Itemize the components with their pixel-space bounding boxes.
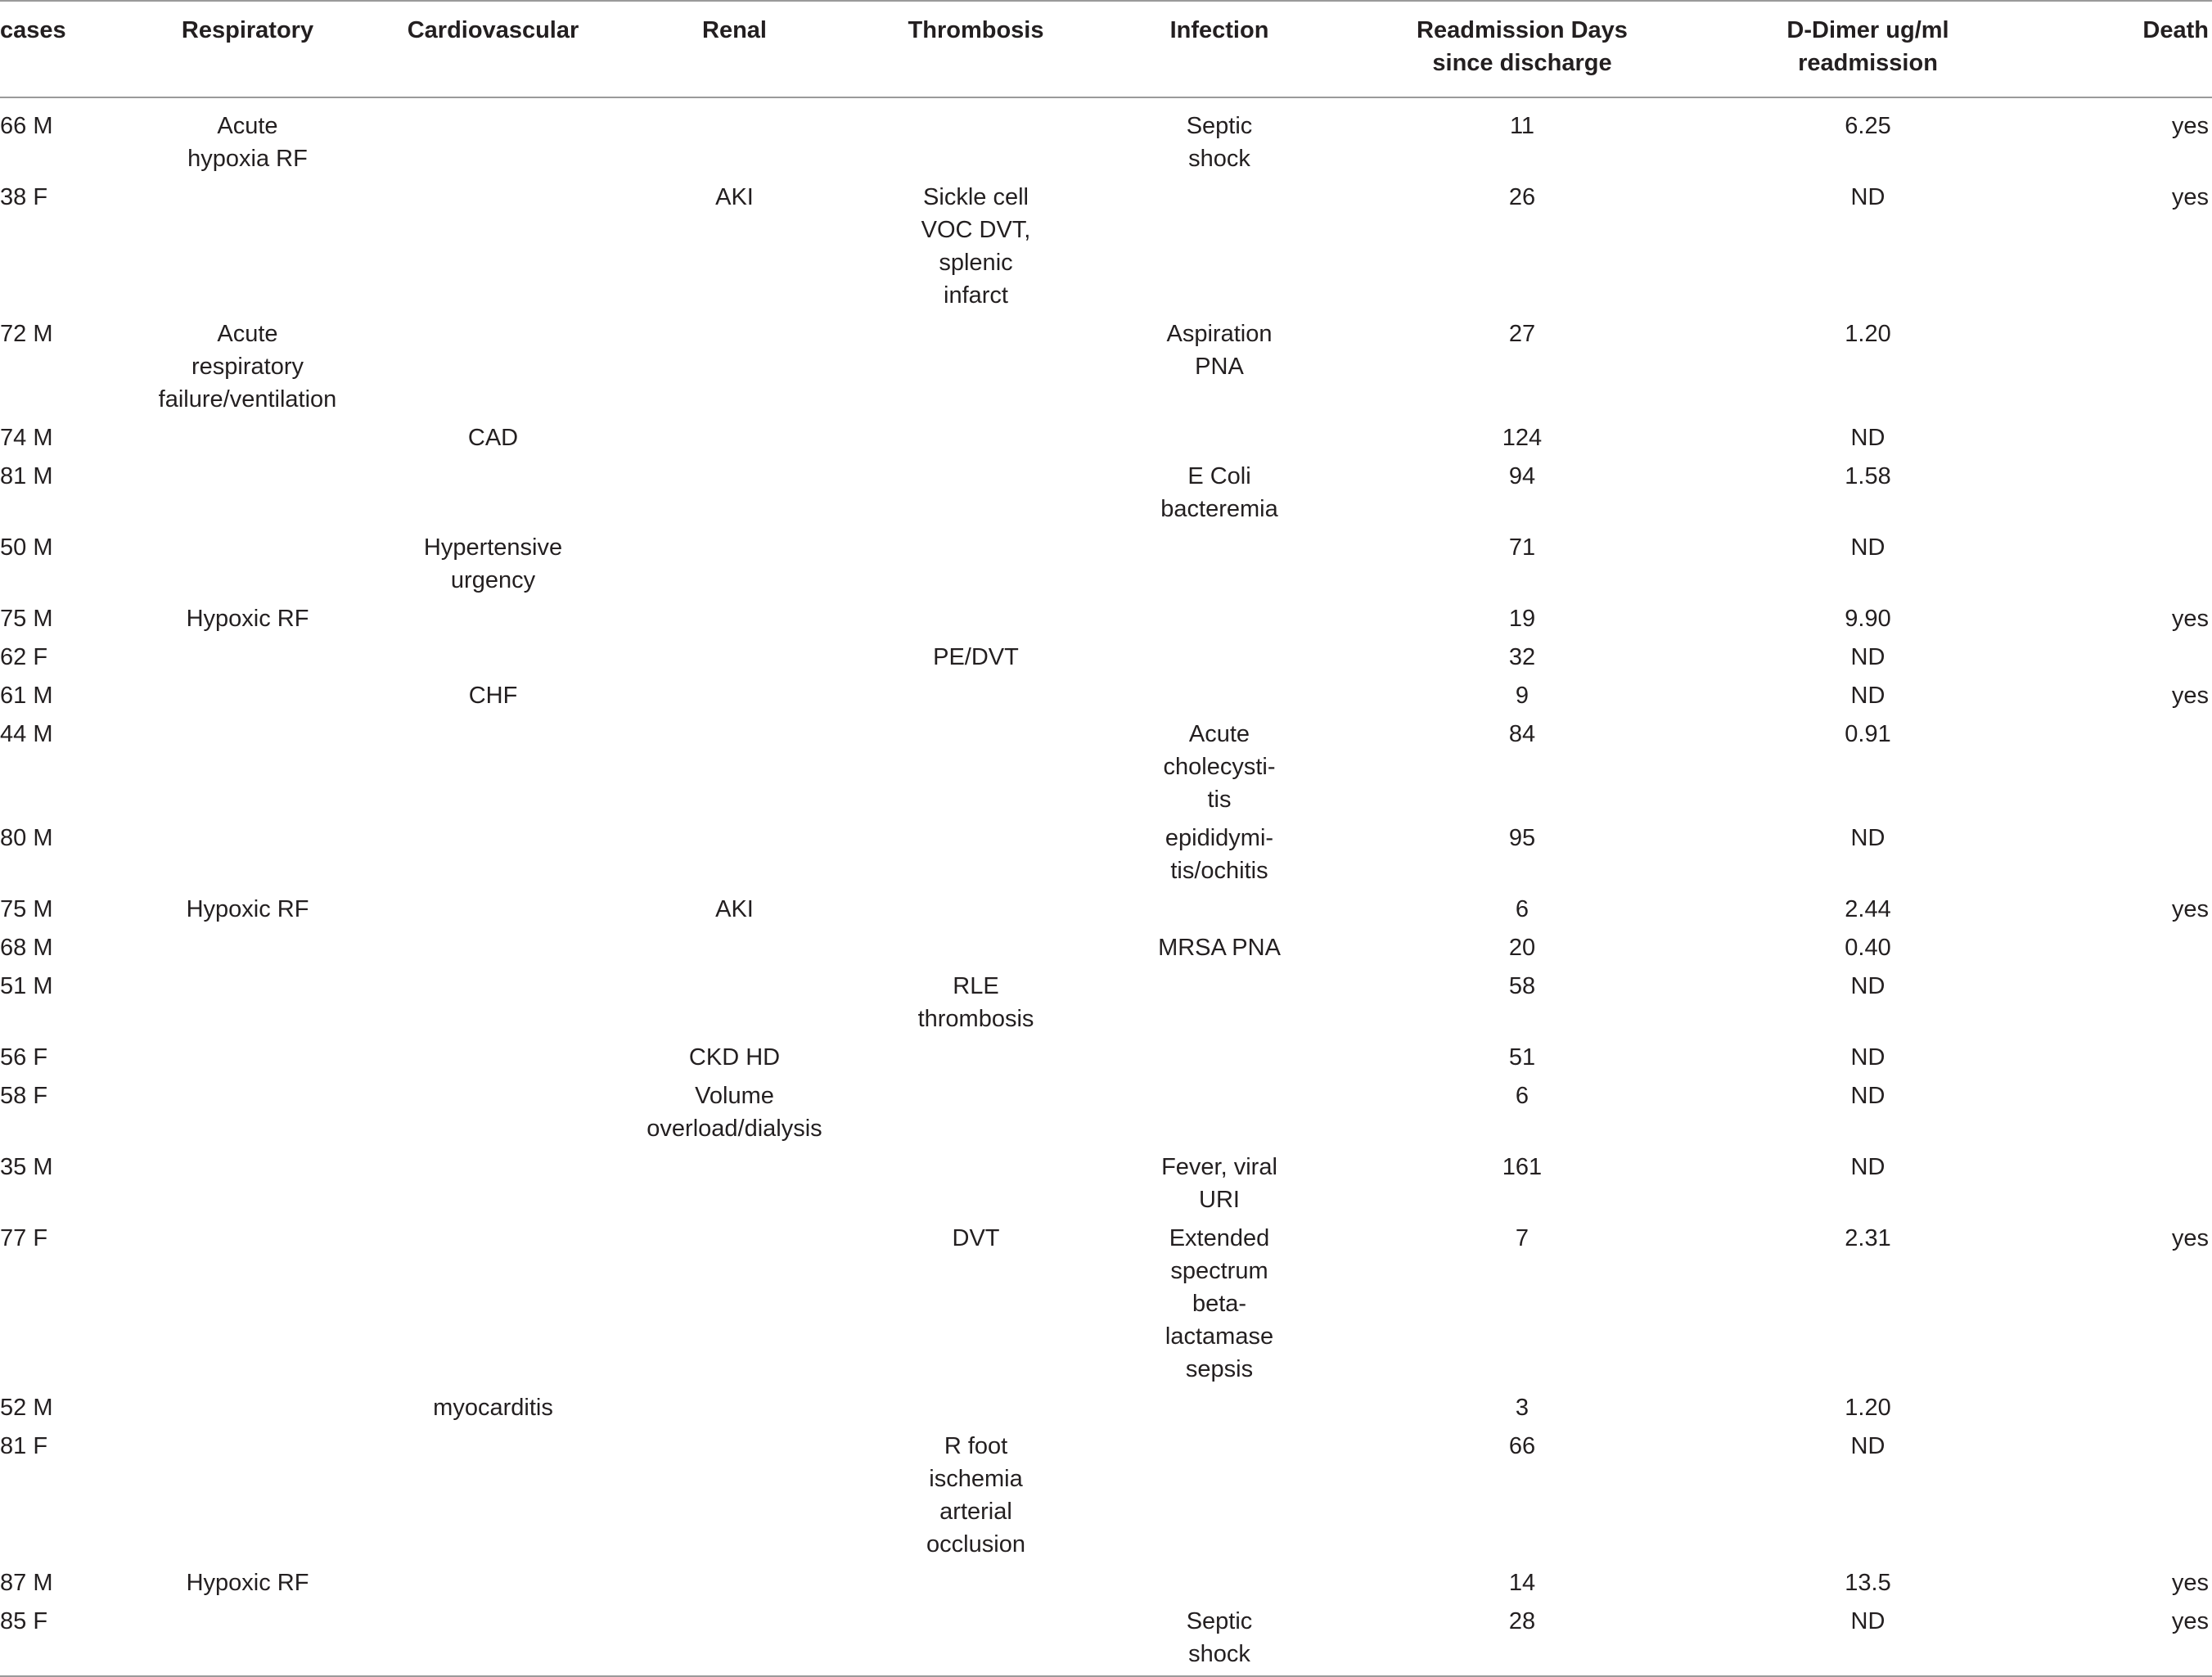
cell-infection: Extended spectrum beta- lactamase sepsis — [1165, 1225, 1274, 1382]
cell-thrombosis — [835, 1035, 1117, 1074]
cell-death — [2013, 964, 2212, 1035]
cell-cases: 75 M — [0, 896, 53, 922]
column-header-label: Thrombosis — [908, 17, 1044, 43]
cell-cases: 38 F — [0, 184, 48, 210]
cell-cases: 74 M — [0, 425, 53, 451]
cell-readmission-days: 71 — [1508, 534, 1536, 561]
cell-readmission-days: 51 — [1508, 1044, 1536, 1071]
cell-d-dimer: 1.20 — [1845, 321, 1891, 347]
table-row — [0, 926, 2212, 964]
cell-cases: 87 M — [0, 1570, 53, 1596]
cell-respiratory — [143, 416, 352, 454]
cell-cases: 52 M — [0, 1395, 53, 1421]
cell-renal — [634, 964, 835, 1035]
column-header-label: Respiratory — [181, 17, 314, 43]
cell-cases: 66 M — [0, 113, 53, 139]
table-row — [0, 175, 2212, 312]
cell-readmission-days: 66 — [1508, 1433, 1536, 1459]
table-row — [0, 97, 2212, 175]
cell-thrombosis — [835, 597, 1117, 635]
cell-readmission-days: 6 — [1515, 1083, 1529, 1109]
cell-d-dimer: ND — [1850, 1083, 1885, 1109]
cell-death: yes — [2171, 896, 2209, 922]
cell-renal: Volume overload/dialysis — [646, 1083, 822, 1142]
cell-respiratory — [143, 1035, 352, 1074]
cell-cases: 80 M — [0, 825, 53, 851]
table-header-row — [0, 1, 2212, 97]
cell-death — [2013, 416, 2212, 454]
cell-death — [2013, 1424, 2212, 1561]
cell-d-dimer: ND — [1723, 1599, 2013, 1676]
cell-thrombosis — [835, 816, 1117, 887]
cell-thrombosis — [835, 887, 1117, 926]
cell-infection: Aspiration PNA — [1166, 321, 1273, 380]
cell-respiratory — [143, 1074, 352, 1145]
cell-renal — [634, 416, 835, 454]
cell-respiratory — [143, 454, 352, 525]
cell-renal — [634, 97, 835, 175]
table-row — [0, 1599, 2212, 1676]
cell-death — [2013, 816, 2212, 887]
table-row — [0, 1424, 2212, 1561]
cell-respiratory — [143, 1216, 352, 1386]
cell-cases: 72 M — [0, 321, 53, 347]
cell-death: yes — [2171, 1225, 2209, 1251]
cell-infection — [1117, 1561, 1322, 1599]
cell-readmission-days: 28 — [1322, 1599, 1723, 1676]
cell-thrombosis: RLE thrombosis — [917, 973, 1034, 1032]
cell-death — [2013, 712, 2212, 816]
cell-d-dimer: ND — [1850, 184, 1885, 210]
cell-thrombosis — [835, 312, 1117, 416]
cell-cardiovascular — [352, 1074, 634, 1145]
cell-infection: Septic shock — [1117, 1599, 1322, 1676]
cell-infection: Acute cholecysti- tis — [1163, 721, 1276, 813]
cell-cardiovascular — [352, 175, 634, 312]
column-header-label: D-Dimer ug/ml readmission — [1786, 17, 1949, 76]
cell-respiratory — [143, 175, 352, 312]
cell-cases: 81 M — [0, 463, 53, 489]
cell-death: yes — [2171, 113, 2209, 139]
cell-death: yes — [2171, 683, 2209, 709]
cell-infection: Fever, viral URI — [1161, 1154, 1277, 1213]
column-header-renal — [634, 1, 835, 97]
column-header-death — [2013, 1, 2212, 97]
cell-infection — [1117, 1074, 1322, 1145]
cell-readmission-days: 95 — [1508, 825, 1536, 851]
cell-d-dimer: ND — [1850, 534, 1885, 561]
cell-cardiovascular — [352, 1145, 634, 1216]
cell-respiratory — [143, 926, 352, 964]
cell-renal — [634, 816, 835, 887]
cell-infection: Septic shock — [1186, 113, 1253, 172]
cell-readmission-days: 14 — [1508, 1570, 1536, 1596]
cell-cardiovascular: myocarditis — [433, 1395, 553, 1421]
cell-cardiovascular — [352, 887, 634, 926]
cell-d-dimer: ND — [1850, 683, 1885, 709]
cell-readmission-days: 6 — [1515, 896, 1529, 922]
column-header-readmission-days — [1322, 1, 1723, 97]
cell-readmission-days: 32 — [1508, 644, 1536, 670]
cell-readmission-days: 20 — [1508, 935, 1536, 961]
cell-readmission-days: 124 — [1502, 425, 1543, 451]
cell-cardiovascular — [352, 597, 634, 635]
cell-renal — [634, 635, 835, 674]
cell-respiratory — [143, 816, 352, 887]
column-header-label: cases — [0, 17, 66, 43]
cell-cases: 85 F — [0, 1599, 143, 1676]
cell-thrombosis — [835, 1145, 1117, 1216]
cell-thrombosis: DVT — [952, 1225, 1000, 1251]
table-row — [0, 416, 2212, 454]
cell-respiratory — [143, 1386, 352, 1424]
cell-cases: 58 F — [0, 1083, 48, 1109]
cell-renal — [634, 1145, 835, 1216]
column-header-label: Renal — [702, 17, 767, 43]
cell-infection — [1117, 1035, 1322, 1074]
cell-thrombosis — [835, 97, 1117, 175]
table-row — [0, 964, 2212, 1035]
cell-death — [2013, 1035, 2212, 1074]
cell-d-dimer: 9.90 — [1845, 606, 1891, 632]
cell-infection — [1117, 416, 1322, 454]
cell-thrombosis: Sickle cell VOC DVT, splenic infarct — [921, 184, 1031, 309]
cell-renal — [634, 1424, 835, 1561]
cell-thrombosis — [835, 926, 1117, 964]
table-row — [0, 1386, 2212, 1424]
column-header-infection — [1117, 1, 1322, 97]
cell-cases: 35 M — [0, 1154, 53, 1180]
cell-readmission-days: 161 — [1502, 1154, 1543, 1180]
cell-death: yes — [2171, 184, 2209, 210]
cell-respiratory: Acute respiratory failure/ventilation — [158, 321, 337, 412]
cell-cardiovascular — [352, 926, 634, 964]
cell-death — [2013, 926, 2212, 964]
cell-d-dimer: ND — [1850, 1433, 1885, 1459]
table-row — [0, 816, 2212, 887]
cell-renal — [634, 597, 835, 635]
cell-readmission-days: 84 — [1508, 721, 1536, 747]
cell-renal — [634, 926, 835, 964]
cell-renal: CKD HD — [688, 1044, 781, 1071]
cell-cardiovascular: CHF — [468, 683, 518, 709]
table-body — [0, 97, 2212, 1676]
cell-renal: AKI — [715, 896, 754, 922]
cell-d-dimer: 0.40 — [1845, 935, 1891, 961]
table-row — [0, 1216, 2212, 1386]
cell-cardiovascular — [352, 712, 634, 816]
cell-cardiovascular — [352, 97, 634, 175]
cell-d-dimer: ND — [1850, 644, 1885, 670]
cell-readmission-days: 3 — [1515, 1395, 1529, 1421]
cell-respiratory — [143, 1145, 352, 1216]
cell-d-dimer: 2.31 — [1845, 1225, 1891, 1251]
cell-death — [2013, 1386, 2212, 1424]
table-row — [0, 312, 2212, 416]
cell-readmission-days: 27 — [1508, 321, 1536, 347]
cell-cardiovascular: CAD — [467, 425, 519, 451]
cell-renal — [634, 1599, 835, 1676]
table-row — [0, 674, 2212, 712]
column-header-label: Infection — [1169, 17, 1269, 43]
cell-death: yes — [2171, 606, 2209, 632]
table-row — [0, 525, 2212, 597]
cell-death — [2013, 525, 2212, 597]
cell-respiratory — [143, 674, 352, 712]
cell-cases: 77 F — [0, 1225, 48, 1251]
cell-death — [2013, 1074, 2212, 1145]
cell-infection — [1117, 1424, 1322, 1561]
cell-cardiovascular — [352, 454, 634, 525]
column-header-respiratory — [143, 1, 352, 97]
cell-infection — [1117, 525, 1322, 597]
cell-readmission-days: 58 — [1508, 973, 1536, 999]
cell-renal — [634, 674, 835, 712]
table-row — [0, 597, 2212, 635]
cell-infection — [1117, 175, 1322, 312]
cell-cardiovascular — [352, 1424, 634, 1561]
cell-respiratory: Hypoxic RF — [186, 606, 309, 632]
cell-death: yes — [2013, 1599, 2212, 1676]
table-row — [0, 1035, 2212, 1074]
cell-infection — [1117, 597, 1322, 635]
cell-respiratory — [143, 1424, 352, 1561]
cell-d-dimer: 6.25 — [1845, 113, 1891, 139]
table-row — [0, 1074, 2212, 1145]
cell-readmission-days: 26 — [1508, 184, 1536, 210]
cell-d-dimer: ND — [1850, 973, 1885, 999]
cell-readmission-days: 9 — [1515, 683, 1529, 709]
cell-thrombosis — [835, 525, 1117, 597]
column-header-cases — [0, 1, 143, 97]
cell-cardiovascular — [352, 1599, 634, 1676]
cell-cardiovascular — [352, 312, 634, 416]
cell-thrombosis: PE/DVT — [933, 644, 1019, 670]
column-header-label: Death — [2142, 17, 2209, 43]
cell-thrombosis — [835, 416, 1117, 454]
cell-cardiovascular — [352, 1216, 634, 1386]
cell-readmission-days: 94 — [1508, 463, 1536, 489]
cell-cases: 50 M — [0, 534, 53, 561]
cell-d-dimer: 1.58 — [1845, 463, 1891, 489]
cell-d-dimer: ND — [1850, 425, 1885, 451]
cell-thrombosis — [835, 1599, 1117, 1676]
cell-cases: 62 F — [0, 644, 48, 670]
table-row — [0, 1561, 2212, 1599]
cell-thrombosis — [835, 712, 1117, 816]
cell-death — [2013, 454, 2212, 525]
table-row — [0, 887, 2212, 926]
cell-cardiovascular — [352, 635, 634, 674]
cell-respiratory — [143, 635, 352, 674]
cell-cases: 75 M — [0, 606, 53, 632]
cell-renal — [634, 1386, 835, 1424]
table-row — [0, 1145, 2212, 1216]
cell-thrombosis — [835, 1386, 1117, 1424]
cell-cardiovascular — [352, 1561, 634, 1599]
cell-cases: 44 M — [0, 721, 53, 747]
cell-d-dimer: ND — [1850, 1044, 1885, 1071]
cell-cases: 61 M — [0, 683, 53, 709]
cell-infection — [1117, 674, 1322, 712]
cell-renal — [634, 712, 835, 816]
cell-infection: MRSA PNA — [1158, 935, 1281, 961]
cell-infection — [1117, 635, 1322, 674]
cell-infection: epididymi- tis/ochitis — [1165, 825, 1274, 884]
cell-respiratory — [143, 712, 352, 816]
cell-readmission-days: 19 — [1508, 606, 1536, 632]
cell-death — [2013, 635, 2212, 674]
cell-respiratory — [143, 525, 352, 597]
cell-thrombosis — [835, 1561, 1117, 1599]
cell-d-dimer: ND — [1850, 825, 1885, 851]
cell-thrombosis — [835, 674, 1117, 712]
cell-respiratory: Acute hypoxia RF — [187, 113, 308, 172]
column-header-d-dimer — [1723, 1, 2013, 97]
cell-respiratory — [143, 964, 352, 1035]
cell-infection — [1117, 964, 1322, 1035]
cell-d-dimer: 13.5 — [1845, 1570, 1891, 1596]
table-row — [0, 454, 2212, 525]
cell-thrombosis — [835, 1074, 1117, 1145]
cell-renal — [634, 454, 835, 525]
cell-renal: AKI — [715, 184, 754, 210]
cell-death — [2013, 312, 2212, 416]
cell-infection — [1117, 887, 1322, 926]
cell-thrombosis: R foot ischemia arterial occlusion — [926, 1433, 1025, 1558]
cell-d-dimer: 0.91 — [1845, 721, 1891, 747]
cell-death: yes — [2171, 1570, 2209, 1596]
cell-infection — [1117, 1386, 1322, 1424]
cell-renal — [634, 1561, 835, 1599]
cell-renal — [634, 1216, 835, 1386]
cell-cardiovascular — [352, 1035, 634, 1074]
cell-d-dimer: 1.20 — [1845, 1395, 1891, 1421]
cell-cases: 56 F — [0, 1044, 48, 1071]
table-row — [0, 712, 2212, 816]
cell-respiratory: Hypoxic RF — [186, 896, 309, 922]
cell-infection: E Coli bacteremia — [1160, 463, 1278, 522]
cell-respiratory — [143, 1599, 352, 1676]
cell-cases: 51 M — [0, 973, 53, 999]
cell-death — [2013, 1145, 2212, 1216]
column-header-label: Cardiovascular — [407, 17, 579, 43]
cell-readmission-days: 7 — [1515, 1225, 1529, 1251]
cell-cardiovascular — [352, 816, 634, 887]
cell-cases: 68 M — [0, 935, 53, 961]
column-header-cardiovascular — [352, 1, 634, 97]
cell-cases: 81 F — [0, 1433, 48, 1459]
cell-thrombosis — [835, 454, 1117, 525]
cell-renal — [634, 312, 835, 416]
column-header-label: Readmission Days since discharge — [1417, 17, 1628, 76]
cell-cardiovascular: Hypertensive urgency — [423, 534, 563, 593]
column-header-thrombosis — [835, 1, 1117, 97]
cell-d-dimer: ND — [1850, 1154, 1885, 1180]
table-row — [0, 635, 2212, 674]
cell-respiratory: Hypoxic RF — [186, 1570, 309, 1596]
cell-d-dimer: 2.44 — [1845, 896, 1891, 922]
cell-renal — [634, 525, 835, 597]
cell-cardiovascular — [352, 964, 634, 1035]
cell-readmission-days: 11 — [1509, 113, 1535, 139]
